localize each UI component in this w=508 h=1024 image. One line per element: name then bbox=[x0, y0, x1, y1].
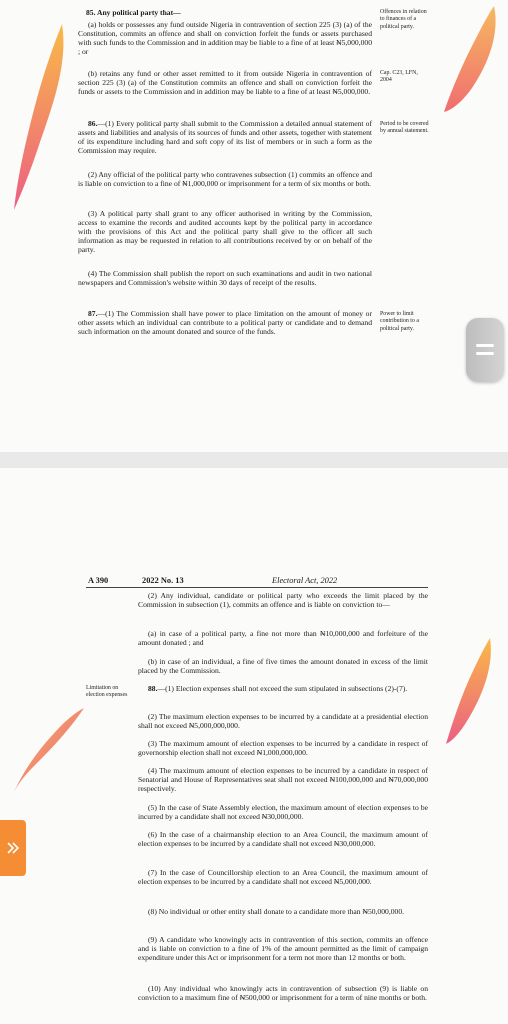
margin-note-cap-c23: Cap. C23, LFN, 2004 bbox=[380, 70, 418, 84]
expand-side-panel-button[interactable] bbox=[0, 820, 26, 876]
section-88-4: (4) The maximum amount of election expenses to be incurred by a candidate in respect of Senatorial and House of Representatives seat shall not exceed ₦100,000,000 and ₦70,000,000 respectively. bbox=[138, 766, 428, 794]
document-page-1 bbox=[0, 0, 508, 452]
section-85-a: (a) holds or possesses any fund outside Nigeria in contravention of section 225 (3) (a) of the Constitution, commits an offence and shall on conviction forfeit the funds or assets purchased with such funds to the Commission and in addition may be liable to a fine of at least ₦5,000,000 ; or bbox=[78, 20, 372, 57]
section-88-2: (2) The maximum election expenses to be incurred by a candidate at a presidential election shall not exceed ₦5,000,000,000. bbox=[138, 712, 428, 731]
section-86-2: (2) Any official of the political party who contravenes subsection (1) commits an offence and is liable on conviction to a fine of ₦1,000,000 or imprisonment for a term of six months or both. bbox=[78, 170, 372, 189]
margin-note-offences: Offences in relation to finances of a political party. bbox=[380, 9, 427, 30]
page-separator bbox=[0, 452, 508, 468]
orange-brush-stroke bbox=[442, 636, 496, 746]
orange-brush-stroke bbox=[12, 704, 88, 794]
orange-brush-stroke bbox=[10, 22, 70, 212]
running-header-page-number: A 390 bbox=[88, 576, 109, 585]
section-88-7: (7) In the case of Councillorship election to an Area Council, the maximum amount of election expenses to be incurred by a candidate shall not exceed ₦5,000,000. bbox=[138, 868, 428, 887]
grip-lines-icon bbox=[476, 352, 494, 355]
section-88-8: (8) No individual or other entity shall donate to a candidate more than ₦50,000,000. bbox=[148, 907, 405, 916]
section-87-2: (2) Any individual, candidate or political party who exceeds the limit placed by the Commission in subsection (1), commits an offence and is liable on conviction to— bbox=[138, 591, 428, 610]
grip-lines-icon bbox=[476, 344, 494, 347]
section-86-4: (4) The Commission shall publish the report on such examinations and audit in two national newspapers and Commission's website within 30 days of receipt of the results. bbox=[78, 269, 372, 288]
running-header-title: Electoral Act, 2022 bbox=[272, 576, 338, 585]
section-88-10: (10) Any individual who knowingly acts in contravention of subsection (9) is liable on conviction to a maximum fine of ₦500,000 or imprisonment for a term of nine months or both. bbox=[138, 984, 428, 1003]
section-85-b: (b) retains any fund or other asset remitted to it from outside Nigeria in contravention of section 225 (3) (a) of the Constitution commits an offence and shall on conviction forfeit the funds or assets to the Commission and in addition may be liable to a fine of at least ₦5,000,000. bbox=[78, 69, 372, 97]
section-85-heading: 85. Any political party that— bbox=[86, 8, 181, 17]
section-88-6: (6) In the case of a chairmanship election to an Area Council, the maximum amount of election expenses to be incurred by a candidate shall not exceed ₦30,000,000. bbox=[138, 830, 428, 849]
section-86-1: 86.—(1) Every political party shall submit to the Commission a detailed annual statement of assets and liabilities and analysis of its sources of funds and other assets, together with statement of its expenditure including hard and soft copy of its list of members or in such a form as the Commission may require. bbox=[78, 119, 372, 156]
section-86-3: (3) A political party shall grant to any officer authorised in writing by the Commission, access to examine the records and audited accounts kept by the political party in accordance with the provisions of this Act and the political party shall give to the officer all such information as may be requested in relation to all contributions received by or on behalf of the party. bbox=[78, 209, 372, 255]
section-88-9: (9) A candidate who knowingly acts in contravention of this section, commits an offence and is liable on conviction to a fine of 1% of the amount permitted as the limit of campaign expenditure under this Act or imprisonment for a term not more than 12 months or both. bbox=[138, 935, 428, 963]
section-87-2-b: (b) in case of an individual, a fine of five times the amount donated in excess of the limit placed by the Commission. bbox=[138, 657, 428, 676]
orange-brush-stroke bbox=[438, 4, 502, 114]
section-88-5: (5) In the case of State Assembly election, the maximum amount of election expenses to be incurred by a candidate shall not exceed ₦30,000,000. bbox=[138, 803, 428, 822]
running-header-year: 2022 No. 13 bbox=[142, 576, 184, 585]
margin-note-limitation: Limitation on election expenses bbox=[86, 685, 128, 699]
section-87-2-a: (a) in case of a political party, a fine not more than ₦10,000,000 and forfeiture of the amount donated ; and bbox=[138, 629, 428, 648]
section-88-1: 88.—(1) Election expenses shall not exceed the sum stipulated in subsections (2)-(7). bbox=[148, 684, 408, 693]
margin-note-period: Period to be covered by annual statement. bbox=[380, 121, 429, 135]
section-88-3: (3) The maximum amount of election expenses to be incurred by a candidate in respect of governorship election shall not exceed ₦1,000,000,000. bbox=[138, 739, 428, 758]
header-rule bbox=[86, 587, 428, 588]
scroll-handle[interactable] bbox=[466, 318, 504, 382]
double-chevron-right-icon bbox=[6, 841, 20, 855]
margin-note-power-to-limit: Power to limit contribution to a political party. bbox=[380, 311, 419, 332]
section-87-1: 87.—(1) The Commission shall have power to place limitation on the amount of money or other assets which an individual can contribute to a political party or candidate and to demand such information on the amount donated and source of the funds. bbox=[78, 309, 372, 337]
